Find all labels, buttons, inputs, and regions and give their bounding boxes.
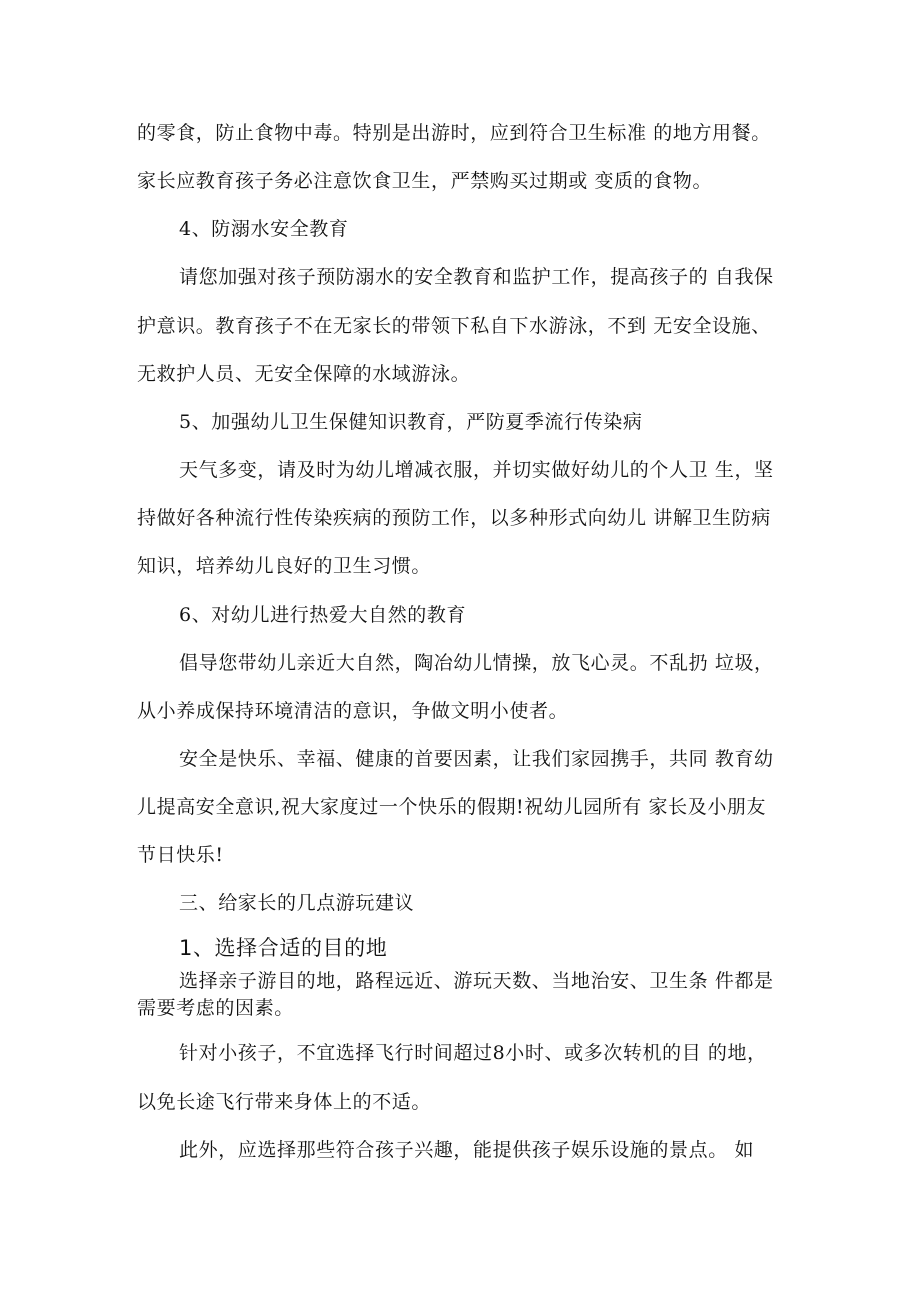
paragraph-line: 儿提高安全意识,祝大家度过一个快乐的假期!祝幼儿园所有 家长及小朋友 xyxy=(137,796,767,818)
section-heading: 三、给家长的几点游玩建议 xyxy=(179,892,415,914)
paragraph-line: 从小养成保持环境清洁的意识，争做文明小使者。 xyxy=(137,700,569,722)
section-heading: 6、对幼儿进行热爱大自然的教育 xyxy=(179,604,467,626)
paragraph-line: 需要考虑的因素。 xyxy=(137,997,294,1019)
paragraph-line: 家长应教育孩子务必注意饮食卫生，严禁购买过期或 变质的食物。 xyxy=(137,170,713,192)
paragraph-line: 以免长途飞行带来身体上的不适。 xyxy=(137,1091,432,1113)
paragraph-line: 护意识。教育孩子不在无家长的带领下私自下水游泳，不到 无安全设施、 xyxy=(137,315,771,337)
paragraph-line: 天气多变，请及时为幼儿增减衣服，并切实做好幼儿的个人卫 生，坚 xyxy=(179,459,774,481)
paragraph-line: 倡导您带幼儿亲近大自然，陶冶幼儿情操，放飞心灵。不乱扔 垃圾， xyxy=(179,652,774,674)
paragraph-line: 安全是快乐、幸福、健康的首要因素，让我们家园携手，共同 教育幼 xyxy=(179,748,774,770)
paragraph-line: 此外，应选择那些符合孩子兴趣，能提供孩子娱乐设施的景点。 如 xyxy=(179,1139,755,1161)
paragraph-line: 无救护人员、无安全保障的水域游泳。 xyxy=(137,363,471,385)
section-heading: 4、防溺水安全教育 xyxy=(179,218,349,240)
paragraph-line: 持做好各种流行性传染疾病的预防工作，以多种形式向幼儿 讲解卫生防病 xyxy=(137,507,771,529)
paragraph-line: 针对小孩子，不宜选择飞行时间超过8小时、或多次转机的目 的地， xyxy=(179,1042,767,1064)
section-heading: 5、加强幼儿卫生保健知识教育，严防夏季流行传染病 xyxy=(179,411,643,433)
paragraph-line: 的零食，防止食物中毒。特别是出游时，应到符合卫生标准 的地方用餐。 xyxy=(137,122,771,144)
paragraph-line: 选择亲子游目的地，路程远近、游玩天数、当地治安、卫生条 件都是 xyxy=(179,970,774,992)
paragraph-line: 知识，培养幼儿良好的卫生习惯。 xyxy=(137,555,432,577)
subsection-heading: 1、选择合适的目的地 xyxy=(179,936,388,960)
paragraph-line: 节日快乐! xyxy=(137,844,224,866)
paragraph-line: 请您加强对孩子预防溺水的安全教育和监护工作，提高孩子的 自我保 xyxy=(179,266,774,288)
